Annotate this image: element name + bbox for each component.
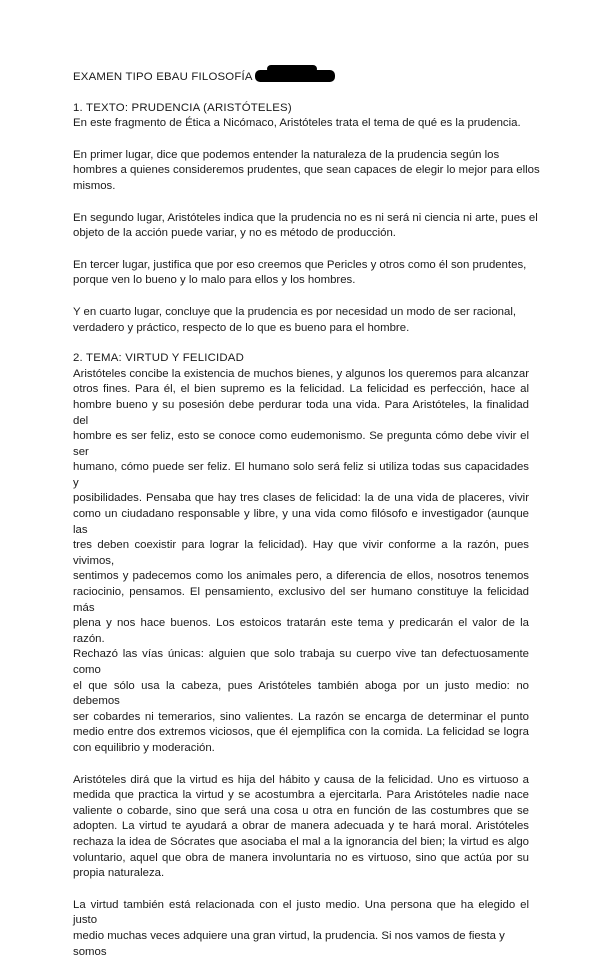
text-line: raciocinio, pensamos. El pensamiento, exclusivo del ser humano constituye la felicidad más [73,586,529,614]
section1-paragraph [73,148,540,195]
text-line: hombres a quienes consideremos prudentes, que sean capaces de elegir lo mejor para ellos [73,164,540,177]
text-line: posibilidades. Pensaba que hay tres clases de felicidad: la de una vida de placeres, vivir [73,492,529,505]
section1-body [73,116,540,336]
text-line: En segundo lugar, Aristóteles indica que la prudencia no es ni será ni ciencia ni arte, pues el [73,211,538,224]
text-line: hombre bueno y su posesión debe perdurar toda una vida. Para Aristóteles, la finalidad del [73,398,529,427]
section2-paragraph [73,898,529,960]
text-line: objeto de la acción puede variar, y no es método de producción. [73,227,396,240]
text-line: voluntario, aquel que obra de manera involuntaria no es virtuoso, sino que actúa por su [73,851,529,864]
text-line: rechaza la idea de Sócrates que asociaba el mal a la ignorancia del bien; la virtud es algo [73,835,529,848]
section1-paragraph [73,305,529,336]
text-line: En tercer lugar, justifica que por eso creemos que Pericles y otros como él son prudentes, [73,258,527,271]
text-line: otros fines. Para él, el bien supremo es la felicidad. La felicidad es perfección, hace al [73,383,529,396]
document-page [73,70,540,960]
text-line: Y en cuarto lugar, concluye que la prudencia es por necesidad un modo de ser racional, [73,305,517,318]
text-line: sentimos y padecemos como los animales pero, a diferencia de ellos, nosotros tenemos [73,570,529,583]
section1-heading: 1. TEXTO: PRUDENCIA (ARISTÓTELES) [73,101,292,114]
section2-paragraph [73,367,529,757]
text-line: plena y nos hace buenos. Los estoicos tratarán este tema y predicarán el valor de la razón. [73,617,529,645]
text-line: La virtud también está relacionada con el justo medio. Una persona que ha elegido el justo [73,898,529,927]
text-line: medio muchas veces adquiere una gran virtud, la prudencia. Si nos vamos de fiesta y somos [73,929,505,958]
section1-paragraph [73,258,529,289]
text-line: medida que practica la virtud y se acostumbra a ejercitarla. Para Aristóteles nadie nace [73,789,529,802]
text-line: tres deben coexistir para lograr la felicidad). Hay que vivir conforme a la razón, pues vivimos, [73,539,529,567]
text-line: Aristóteles concibe la existencia de muchos bienes, y algunos los queremos para alcanzar [73,367,529,380]
text-line: medio entre dos extremos viciosos, que él ejemplifica con la comida. La felicidad se logra [73,726,529,739]
text-line: con equilibrio y moderación. [73,741,215,754]
text-line: verdadero y práctico, respecto de lo que es bueno para el hombre. [73,321,410,334]
text-line: Rechazó las vías únicas: alguien que solo trabaja su cuerpo vive tan defectuosamente como [73,648,529,676]
exam-title: EXAMEN TIPO EBAU FILOSOFÍA [73,71,253,83]
text-line: el que sólo usa la cabeza, pues Aristóteles también aboga por un justo medio: no debemos [73,679,529,708]
text-line: En primer lugar, dice que podemos entender la naturaleza de la prudencia según los [73,148,500,161]
text-line: como un ciudadano responsable y libre, y una vida como filósofo e investigador (aunque las [73,508,529,536]
section2-paragraph [73,773,529,882]
text-line: ser cobardes ni temerarios, sino valientes. La razón se encarga de determinar el punto [73,710,529,723]
text-line: valiente o cobarde, sino que será una cosa u otra en función de las costumbres que se [73,804,529,817]
text-line: adopten. La virtud te ayudará a obrar de manera adecuada y te hará moral. Aristóteles [73,820,529,833]
text-line: Aristóteles dirá que la virtud es hija del hábito y causa de la felicidad. Uno es virtuoso a [73,773,529,786]
text-line: hombre es ser feliz, esto se conoce como eudemonismo. Se pregunta cómo debe vivir el ser [73,430,529,458]
text-line: propia naturaleza. [73,867,165,880]
text-line: mismos. [73,179,116,192]
section2-heading: 2. TEMA: VIRTUD Y FELICIDAD [73,352,245,365]
text-line: En este fragmento de Ética a Nicómaco, Aristóteles trata el tema de qué es la prudencia. [73,117,521,130]
section1-paragraph [73,211,538,242]
section2-body [73,367,529,960]
exam-title-row [73,70,529,86]
text-line: porque ven lo bueno y lo malo para ellos y los hombres. [73,274,356,287]
redaction-mark [255,70,335,82]
text-line: humano, cómo puede ser feliz. El humano solo será feliz si utiliza todas sus capacidades y [73,461,529,489]
section1-paragraph [73,116,529,132]
